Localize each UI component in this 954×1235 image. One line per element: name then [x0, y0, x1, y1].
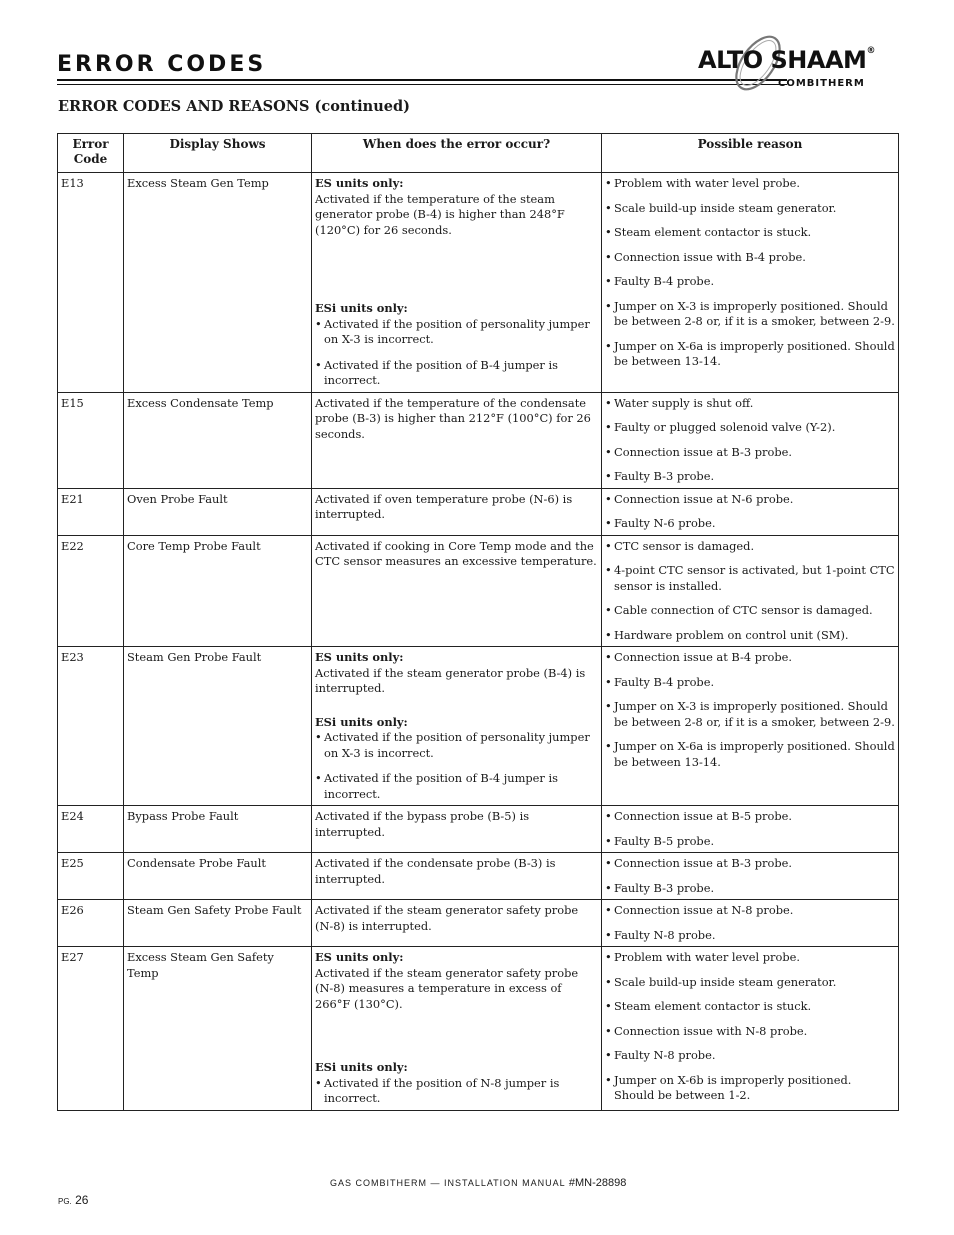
condition-text: Activated if the steam generator probe (B-4) is interrupted. — [315, 665, 586, 695]
reason-bullet — [605, 856, 895, 872]
possible-reason-cell — [602, 488, 899, 535]
reason-text: Faulty N-8 probe. — [614, 927, 716, 942]
table-header-row — [58, 134, 899, 173]
reason-bullet — [605, 274, 895, 290]
condition-bullet — [315, 1076, 598, 1107]
reason-bullet — [605, 420, 895, 436]
unit-heading: ES units only: — [315, 650, 404, 664]
section-title: ERROR CODES AND REASONS (continued) — [58, 98, 410, 115]
bullet-icon: • — [605, 491, 612, 506]
reason-text: Hardware problem on control unit (SM). — [614, 627, 849, 642]
reason-text: Jumper on X-6a is improperly positioned. Should be between 13-14. — [614, 739, 895, 769]
bullet-icon: • — [605, 538, 612, 553]
reason-bullet — [605, 881, 895, 897]
bullet-text: Activated if the position of personality jumper on X-3 is incorrect. — [324, 730, 590, 760]
error-code-cell: E23 — [58, 647, 124, 806]
logo-subtitle: COMBITHERM — [778, 78, 865, 89]
reason-bullet — [605, 1048, 895, 1064]
error-code-cell: E21 — [58, 488, 124, 535]
page-title: ERROR CODES — [57, 52, 267, 77]
condition-text: Activated if the condensate probe (B-3) is interrupted. — [315, 856, 556, 886]
bullet-icon: • — [605, 298, 612, 313]
reason-bullet — [605, 250, 895, 266]
when-cell — [312, 488, 602, 535]
possible-reason-cell — [602, 900, 899, 947]
bullet-icon: • — [605, 627, 612, 642]
reason-bullet — [605, 225, 895, 241]
when-cell — [312, 535, 602, 647]
reason-text: Connection issue with N-8 probe. — [614, 1023, 808, 1038]
reason-text: Scale build-up inside steam generator. — [614, 974, 837, 989]
bullet-icon: • — [605, 444, 612, 459]
column-header: Error Code — [58, 134, 124, 173]
column-header: Possible reason — [602, 134, 899, 173]
display-shows-cell: Steam Gen Probe Fault — [124, 647, 312, 806]
when-cell — [312, 647, 602, 806]
display-shows-cell: Core Temp Probe Fault — [124, 535, 312, 647]
reason-bullet — [605, 176, 895, 192]
reason-text: Water supply is shut off. — [614, 395, 754, 410]
possible-reason-cell — [602, 173, 899, 393]
bullet-icon: • — [605, 516, 612, 530]
unit-heading: ESi units only: — [315, 301, 408, 315]
bullet-icon: • — [605, 249, 612, 264]
reason-bullet — [605, 999, 895, 1015]
condition-block — [315, 539, 598, 570]
manual-footer — [330, 1177, 626, 1189]
bullet-text: Activated if the position of B-4 jumper is incorrect. — [324, 357, 558, 387]
when-cell — [312, 947, 602, 1111]
table-row — [58, 853, 899, 900]
table-row — [58, 947, 899, 1111]
bullet-icon: • — [315, 357, 322, 372]
reason-text: Steam element contactor is stuck. — [614, 999, 812, 1013]
error-code-cell: E27 — [58, 947, 124, 1111]
reason-text: Problem with water level probe. — [614, 176, 800, 190]
when-cell — [312, 173, 602, 393]
condition-block — [315, 1060, 598, 1107]
condition-block — [315, 301, 598, 389]
table-row — [58, 900, 899, 947]
when-cell — [312, 900, 602, 947]
reason-bullet — [605, 492, 895, 508]
reason-bullet — [605, 675, 895, 691]
possible-reason-cell — [602, 853, 899, 900]
bullet-icon: • — [315, 730, 322, 744]
bullet-icon: • — [605, 674, 612, 689]
reason-bullet — [605, 628, 895, 644]
condition-block — [315, 809, 598, 840]
display-shows-cell: Bypass Probe Fault — [124, 806, 312, 853]
reason-bullet — [605, 445, 895, 461]
display-shows-cell: Excess Condensate Temp — [124, 392, 312, 488]
header-rule — [57, 79, 787, 81]
error-code-cell: E15 — [58, 392, 124, 488]
bullet-icon: • — [605, 395, 612, 410]
reason-bullet — [605, 739, 895, 770]
reason-text: Faulty N-6 probe. — [614, 516, 716, 530]
condition-bullet — [315, 771, 598, 802]
error-code-cell: E22 — [58, 535, 124, 647]
possible-reason-cell — [602, 535, 899, 647]
reason-bullet — [605, 516, 895, 532]
bullet-icon: • — [605, 927, 612, 942]
reason-text: Faulty B-4 probe. — [614, 274, 715, 288]
bullet-icon: • — [605, 200, 612, 215]
column-header: When does the error occur? — [312, 134, 602, 173]
reason-bullet — [605, 469, 895, 485]
when-cell — [312, 806, 602, 853]
display-shows-cell: Excess Steam Gen Safety Temp — [124, 947, 312, 1111]
bullet-icon: • — [605, 338, 612, 353]
table-body — [58, 173, 899, 1111]
bullet-icon: • — [605, 225, 612, 239]
possible-reason-cell — [602, 947, 899, 1111]
reason-bullet — [605, 603, 895, 619]
condition-block — [315, 492, 598, 523]
condition-text: Activated if the steam generator safety probe (N-8) measures a temperature in excess of 266°F (130°C). — [315, 965, 579, 1011]
reason-text: Faulty B-3 probe. — [614, 469, 715, 483]
page-number — [58, 1193, 88, 1207]
possible-reason-cell — [602, 806, 899, 853]
page-prefix: PG. — [58, 1197, 72, 1206]
condition-block — [315, 650, 598, 697]
bullet-icon: • — [605, 650, 612, 664]
error-code-cell: E24 — [58, 806, 124, 853]
reason-text: Faulty N-8 probe. — [614, 1048, 716, 1062]
reason-bullet — [605, 650, 895, 666]
bullet-icon: • — [605, 469, 612, 483]
error-codes-table — [57, 133, 899, 1111]
table-row — [58, 488, 899, 535]
bullet-icon: • — [315, 1075, 322, 1090]
condition-block — [315, 715, 598, 803]
column-header: Display Shows — [124, 134, 312, 173]
reason-text: Jumper on X-6b is improperly positioned. Should be between 1-2. — [614, 1072, 852, 1102]
reason-bullet — [605, 339, 895, 370]
display-shows-cell: Condensate Probe Fault — [124, 853, 312, 900]
bullet-icon: • — [605, 974, 612, 989]
reason-bullet — [605, 903, 895, 919]
condition-block — [315, 176, 598, 238]
condition-text: Activated if cooking in Core Temp mode and the CTC sensor measures an excessive temperature. — [315, 538, 597, 568]
bullet-icon: • — [605, 603, 612, 617]
bullet-icon: • — [605, 739, 612, 753]
reason-bullet — [605, 975, 895, 991]
reason-bullet — [605, 396, 895, 412]
bullet-icon: • — [605, 699, 612, 713]
reason-text: Faulty B-3 probe. — [614, 880, 715, 895]
condition-bullet — [315, 730, 598, 761]
bullet-icon: • — [605, 1072, 612, 1087]
alto-shaam-logo — [690, 28, 890, 98]
table-row — [58, 392, 899, 488]
reason-text: Problem with water level probe. — [614, 950, 800, 964]
condition-block — [315, 856, 598, 887]
logo-wordmark: ALTO SHAAM — [698, 46, 867, 74]
condition-text: Activated if the bypass probe (B-5) is interrupted. — [315, 809, 530, 839]
reason-text: Connection issue with B-4 probe. — [614, 249, 806, 264]
display-shows-cell: Excess Steam Gen Temp — [124, 173, 312, 393]
unit-heading: ESi units only: — [315, 1060, 408, 1074]
manual-title: GAS COMBITHERM — INSTALLATION MANUAL — [330, 1178, 566, 1188]
bullet-icon: • — [605, 274, 612, 288]
condition-bullet — [315, 358, 598, 389]
manual-number: #MN-28898 — [568, 1177, 627, 1189]
table-row — [58, 173, 899, 393]
table-row — [58, 806, 899, 853]
logo-registered: ® — [866, 46, 875, 56]
when-cell — [312, 392, 602, 488]
unit-heading: ES units only: — [315, 176, 404, 190]
error-code-cell: E26 — [58, 900, 124, 947]
bullet-icon: • — [605, 833, 612, 848]
unit-heading: ES units only: — [315, 950, 404, 964]
condition-text: Activated if the steam generator safety probe (N-8) is interrupted. — [315, 903, 579, 933]
reason-text: Connection issue at B-3 probe. — [614, 856, 792, 870]
bullet-icon: • — [605, 809, 612, 823]
table-row — [58, 535, 899, 647]
condition-text: Activated if the temperature of the condensate probe (B-3) is higher than 212°F (100°C) for 26 seconds. — [315, 395, 591, 441]
bullet-icon: • — [315, 316, 322, 331]
reason-text: Connection issue at B-4 probe. — [614, 650, 792, 664]
bullet-icon: • — [605, 999, 612, 1013]
possible-reason-cell — [602, 647, 899, 806]
bullet-icon: • — [605, 880, 612, 895]
bullet-icon: • — [605, 563, 612, 577]
condition-block — [315, 950, 598, 1012]
bullet-text: Activated if the position of N-8 jumper is incorrect. — [324, 1075, 560, 1105]
bullet-icon: • — [605, 856, 612, 870]
reason-bullet — [605, 1024, 895, 1040]
reason-bullet — [605, 809, 895, 825]
unit-heading: ESi units only: — [315, 714, 408, 729]
reason-text: CTC sensor is damaged. — [614, 538, 755, 553]
error-code-cell: E13 — [58, 173, 124, 393]
bullet-icon: • — [605, 950, 612, 964]
display-shows-cell: Steam Gen Safety Probe Fault — [124, 900, 312, 947]
reason-bullet — [605, 834, 895, 850]
reason-text: Jumper on X-6a is improperly positioned. Should be between 13-14. — [614, 338, 895, 368]
bullet-icon: • — [605, 903, 612, 917]
condition-block — [315, 903, 598, 934]
when-cell — [312, 853, 602, 900]
bullet-icon: • — [605, 1048, 612, 1062]
reason-text: Faulty or plugged solenoid valve (Y-2). — [614, 420, 836, 434]
reason-text: Scale build-up inside steam generator. — [614, 200, 837, 215]
reason-text: 4-point CTC sensor is activated, but 1-point CTC sensor is installed. — [614, 563, 895, 593]
reason-bullet — [605, 201, 895, 217]
bullet-text: Activated if the position of B-4 jumper is incorrect. — [324, 771, 558, 801]
condition-block — [315, 396, 598, 443]
condition-bullet — [315, 317, 598, 348]
reason-bullet — [605, 299, 895, 330]
reason-text: Jumper on X-3 is improperly positioned. Should be between 2-8 or, if it is a smoker, between 2-9. — [614, 699, 895, 729]
bullet-text: Activated if the position of personality jumper on X-3 is incorrect. — [324, 316, 590, 346]
possible-reason-cell — [602, 392, 899, 488]
reason-bullet — [605, 928, 895, 944]
reason-bullet — [605, 539, 895, 555]
reason-text: Connection issue at B-3 probe. — [614, 444, 792, 459]
reason-text: Cable connection of CTC sensor is damaged. — [614, 603, 873, 617]
table-row — [58, 647, 899, 806]
reason-text: Connection issue at N-8 probe. — [614, 903, 794, 917]
bullet-icon: • — [605, 176, 612, 190]
reason-bullet — [605, 1073, 895, 1104]
display-shows-cell: Oven Probe Fault — [124, 488, 312, 535]
condition-text: Activated if the temperature of the steam generator probe (B-4) is higher than 248°F (120°C) for 26 seconds. — [315, 191, 565, 237]
bullet-icon: • — [605, 420, 612, 434]
reason-bullet — [605, 699, 895, 730]
bullet-icon: • — [315, 771, 322, 785]
condition-text: Activated if oven temperature probe (N-6) is interrupted. — [315, 491, 573, 521]
reason-text: Steam element contactor is stuck. — [614, 225, 812, 239]
reason-text: Jumper on X-3 is improperly positioned. Should be between 2-8 or, if it is a smoker, between 2-9. — [614, 298, 895, 328]
header-rule-thin — [57, 84, 787, 85]
reason-bullet — [605, 563, 895, 594]
page-number-value: 26 — [75, 1193, 89, 1207]
error-code-cell: E25 — [58, 853, 124, 900]
reason-bullet — [605, 950, 895, 966]
reason-text: Faulty B-4 probe. — [614, 674, 715, 689]
reason-text: Faulty B-5 probe. — [614, 833, 715, 848]
reason-text: Connection issue at N-6 probe. — [614, 491, 794, 506]
bullet-icon: • — [605, 1023, 612, 1038]
reason-text: Connection issue at B-5 probe. — [614, 809, 792, 823]
